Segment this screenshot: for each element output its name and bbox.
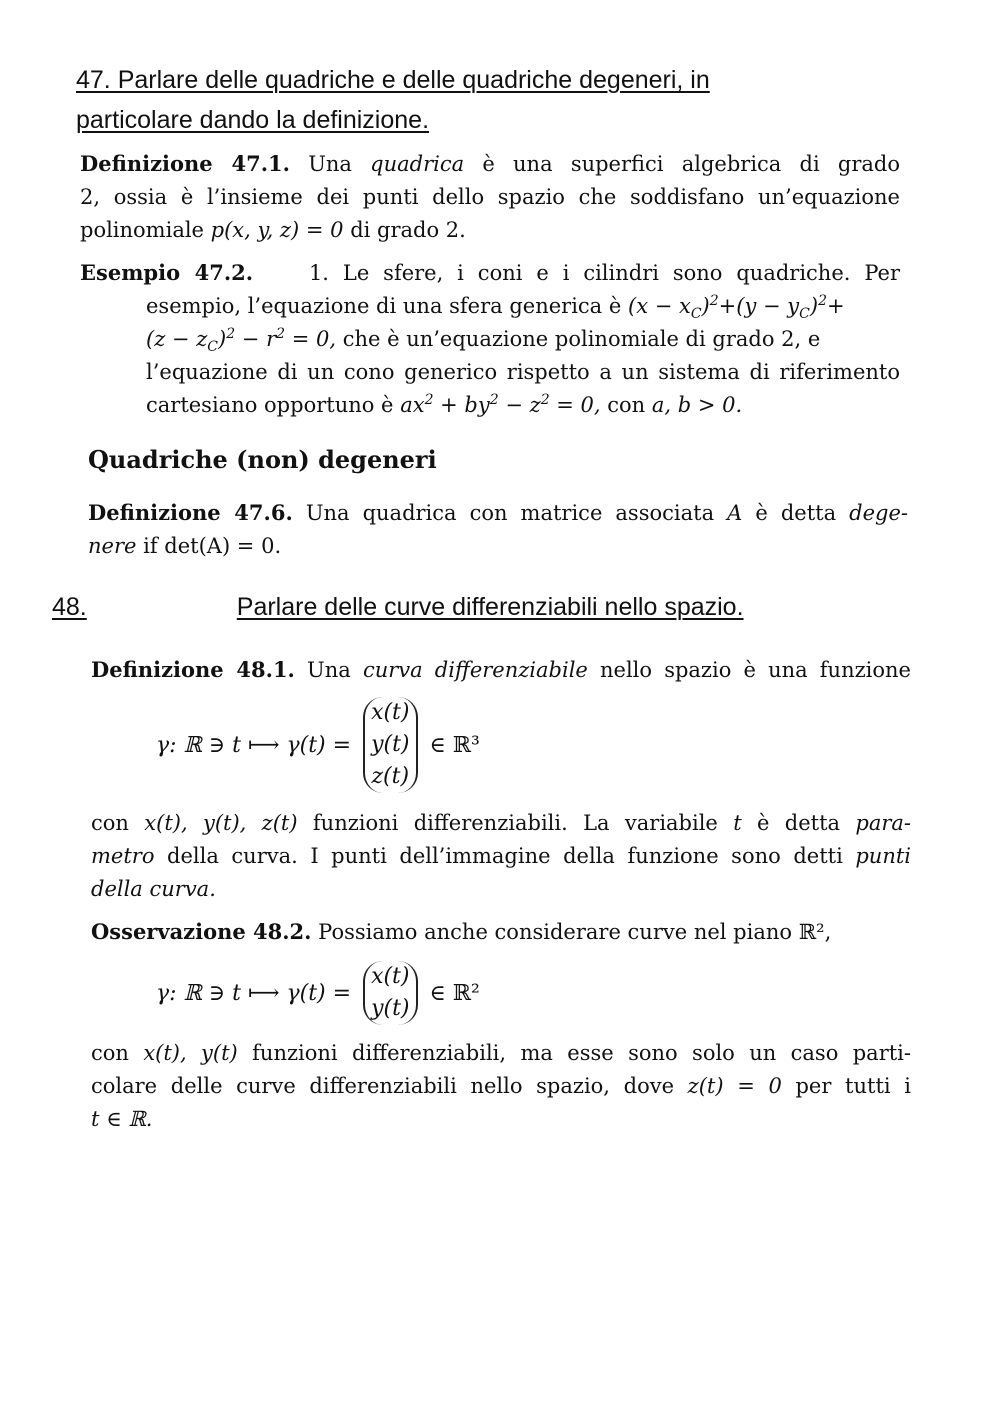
text-span: è detta xyxy=(755,501,837,525)
text-span: è detta xyxy=(757,811,841,835)
defined-term: curva differenziabile xyxy=(362,658,588,682)
text-span: nello spazio è una funzione xyxy=(600,658,911,682)
text-span: della curva. I punti dell’immagine della funzione sono detti xyxy=(167,844,843,868)
vector-entry: z(t) xyxy=(371,764,410,789)
example-47-2-line-1 xyxy=(80,256,900,290)
vector-entry: y(t) xyxy=(371,732,410,757)
definition-47-1-line-3 xyxy=(80,214,900,247)
curve-formula-3d xyxy=(156,697,480,793)
text-span: colare delle curve differenziabili nello spazio, dove xyxy=(91,1074,675,1098)
question-47-line-1: 47. Parlare delle quadriche e delle quadriche degeneri, in xyxy=(76,66,710,94)
definition-47-1-line-2: 2, ossia è l’insieme dei punti dello spazio che soddisfano un’equazione xyxy=(80,185,900,209)
text-span: di grado 2. xyxy=(350,218,466,242)
definition-label: Definizione 47.6. xyxy=(88,500,293,525)
defined-term: punti xyxy=(855,844,912,868)
question-47-heading xyxy=(76,60,710,140)
math-expression: t xyxy=(733,811,742,835)
text-span: con xyxy=(91,811,129,835)
math-expression: p(x, y, z) = 0 xyxy=(210,218,344,242)
question-47-line-2: particolare dando la definizione. xyxy=(76,106,430,134)
math-expression: x(t), y(t), z(t) xyxy=(144,811,298,835)
text-span: polinomiale xyxy=(80,218,204,242)
math-expression: z(t) = 0 xyxy=(687,1074,782,1098)
text-span: 1. Le sfere, i coni e i cilindri sono quadriche. Per xyxy=(308,261,900,285)
math-expression: A xyxy=(727,501,743,525)
defined-term: nere xyxy=(88,534,137,558)
definition-48-1-line-4 xyxy=(91,873,911,906)
column-vector xyxy=(363,961,417,1025)
defined-term: quadrica xyxy=(370,152,465,176)
math-expression: $(z - z_C)^2 - r^2 = 0$, xyxy=(146,326,337,356)
formula-rhs: ∈ ℝ³ xyxy=(429,732,480,758)
example-47-2-line-3 xyxy=(146,323,900,356)
text-span: con xyxy=(91,1041,129,1065)
vector-entry: x(t) xyxy=(371,700,410,725)
text-span: è una superfici algebrica di grado xyxy=(482,152,901,176)
math-expression: $ax^2 + by^2 - z^2 = 0$, xyxy=(400,392,601,417)
definition-47-1 xyxy=(80,147,900,247)
definition-label: Definizione 47.1. xyxy=(80,151,290,176)
math-expression: $(x - x_C)^2+(y - y_C)^2+$ xyxy=(628,293,845,323)
text-span: funzioni differenziabili, ma esse sono solo un caso parti- xyxy=(252,1041,911,1065)
definition-48-1-line-1 xyxy=(91,653,911,687)
example-47-2 xyxy=(80,256,900,422)
example-47-2-line-4: l’equazione di un cono generico rispetto a un sistema di riferimento xyxy=(146,360,900,384)
defined-term: para- xyxy=(855,811,912,835)
text-span: Una xyxy=(307,658,351,682)
example-47-2-line-2 xyxy=(146,290,900,323)
example-47-2-line-5 xyxy=(146,389,900,422)
formula-lhs: γ: ℝ ∋ t ⟼ γ(t) = xyxy=(156,732,352,758)
defined-term: della curva. xyxy=(91,877,216,901)
observation-48-2-line-1 xyxy=(91,915,911,949)
question-48-number: 48. xyxy=(52,593,87,621)
math-expression: a, b > 0. xyxy=(651,393,743,417)
definition-47-6 xyxy=(88,496,908,563)
observation-48-2-line-4: t ∈ ℝ. xyxy=(91,1107,153,1131)
definition-48-1 xyxy=(91,653,911,687)
definition-48-1-line-2 xyxy=(91,807,911,840)
observation-48-2-line-2 xyxy=(91,1037,911,1070)
vector-entry: x(t) xyxy=(371,964,410,989)
text-span: Possiamo anche considerare curve nel piano ℝ², xyxy=(318,920,832,944)
text-span: Una quadrica con matrice associata xyxy=(305,501,715,525)
curve-formula-2d xyxy=(156,961,480,1025)
observation-48-2-line-3 xyxy=(91,1070,911,1103)
definition-47-1-line-1 xyxy=(80,147,900,181)
text-span: Una xyxy=(308,152,352,176)
question-48-text: Parlare delle curve differenziabili nello spazio. xyxy=(236,593,744,621)
vector-entry: y(t) xyxy=(371,996,410,1021)
math-expression: x(t), y(t) xyxy=(143,1041,238,1065)
text-span: if det(A) = 0. xyxy=(143,534,282,558)
observation-label: Osservazione 48.2. xyxy=(91,919,312,944)
formula-lhs: γ: ℝ ∋ t ⟼ γ(t) = xyxy=(156,980,352,1006)
section-title: Quadriche (non) degeneri xyxy=(88,445,437,474)
formula-rhs: ∈ ℝ² xyxy=(429,980,480,1006)
defined-term: dege- xyxy=(849,501,908,525)
definition-48-1-continued xyxy=(91,807,911,906)
definition-label: Definizione 48.1. xyxy=(91,657,295,682)
definition-47-6-line-1 xyxy=(88,496,908,530)
observation-48-2 xyxy=(91,915,911,949)
question-48-heading xyxy=(52,587,812,627)
text-span: funzioni differenziabili. La variabile xyxy=(312,811,718,835)
text-span: per tutti i xyxy=(795,1074,911,1098)
text-span: cartesiano opportuno è xyxy=(146,393,394,417)
text-span: che è un’equazione polinomiale di grado 2, e xyxy=(342,327,821,351)
defined-term: metro xyxy=(91,844,155,868)
text-span: con xyxy=(607,393,646,417)
example-label: Esempio 47.2. xyxy=(80,260,254,285)
definition-47-6-line-2 xyxy=(88,530,908,563)
observation-48-2-continued xyxy=(91,1037,911,1136)
column-vector xyxy=(363,697,417,793)
text-span: esempio, l’equazione di una sfera generica è xyxy=(146,294,622,318)
definition-48-1-line-3 xyxy=(91,840,911,873)
